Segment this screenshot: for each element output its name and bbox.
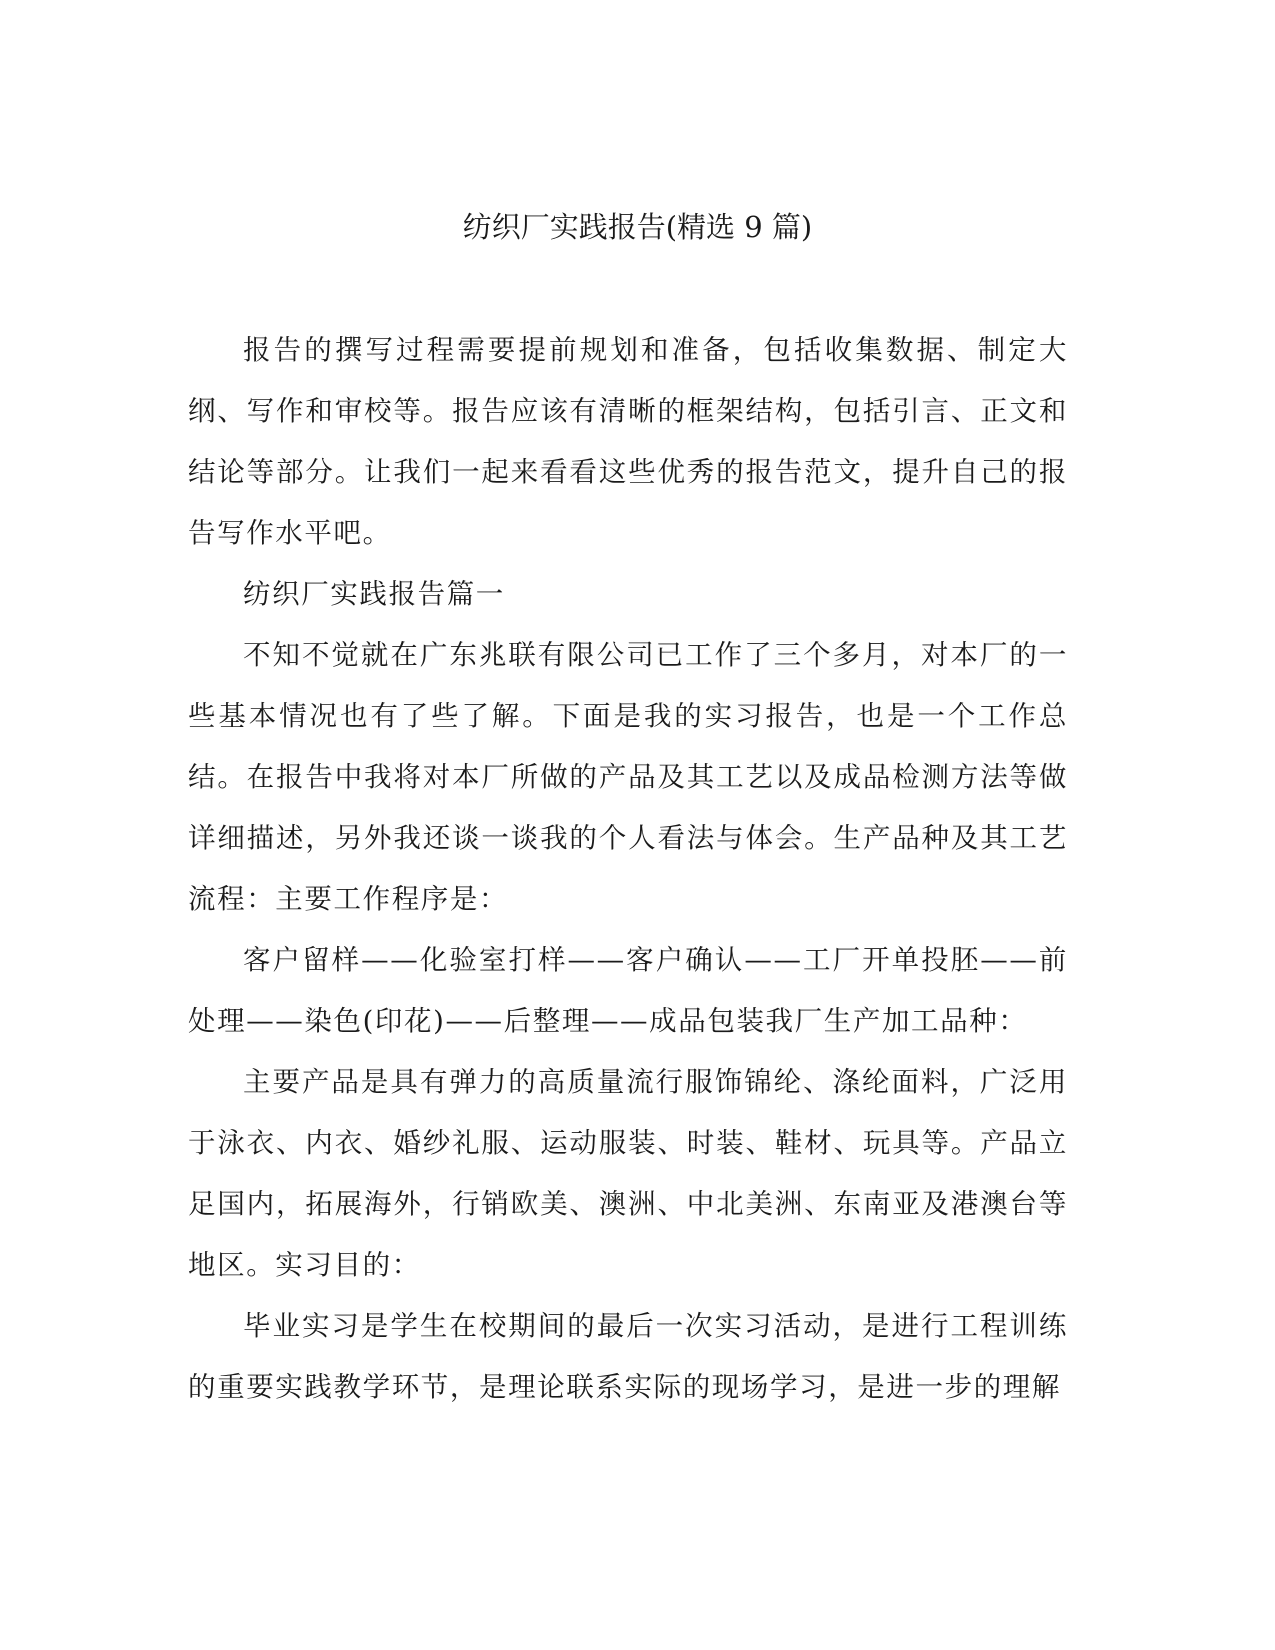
process-flow-paragraph: 客户留样——化验室打样——客户确认——工厂开单投胚——前处理——染色(印花)——后整理——成品包装我厂生产加工品种： bbox=[188, 944, 1068, 1037]
body-paragraph: 不知不觉就在广东兆联有限公司已工作了三个多月，对本厂的一些基本情况也有了些了解。下面是我的实习报告，也是一个工作总结。在报告中我将对本厂所做的产品及其工艺以及成品检测方法等做详细描述，另外我还谈一谈我的个人看法与体会。生产品种及其工艺流程：主要工作程序是： bbox=[188, 639, 1068, 915]
section-heading: 纺织厂实践报告篇一 bbox=[243, 578, 505, 610]
purpose-paragraph: 毕业实习是学生在校期间的最后一次实习活动，是进行工程训练的重要实践教学环节，是理论联系实际的现场学习，是进一步的理解 bbox=[188, 1310, 1068, 1403]
intro-paragraph: 报告的撰写过程需要提前规划和准备，包括收集数据、制定大纲、写作和审校等。报告应该有清晰的框架结构，包括引言、正文和结论等部分。让我们一起来看看这些优秀的报告范文，提升自己的报告写作水平吧。 bbox=[188, 334, 1068, 549]
document-body bbox=[188, 320, 1068, 1418]
products-paragraph: 主要产品是具有弹力的高质量流行服饰锦纶、涤纶面料，广泛用于泳衣、内衣、婚纱礼服、运动服装、时装、鞋材、玩具等。产品立足国内，拓展海外，行销欧美、澳洲、中北美洲、东南亚及港澳台等地区。实习目的： bbox=[188, 1066, 1068, 1281]
document-title: 纺织厂实践报告(精选 9 篇) bbox=[462, 210, 813, 244]
